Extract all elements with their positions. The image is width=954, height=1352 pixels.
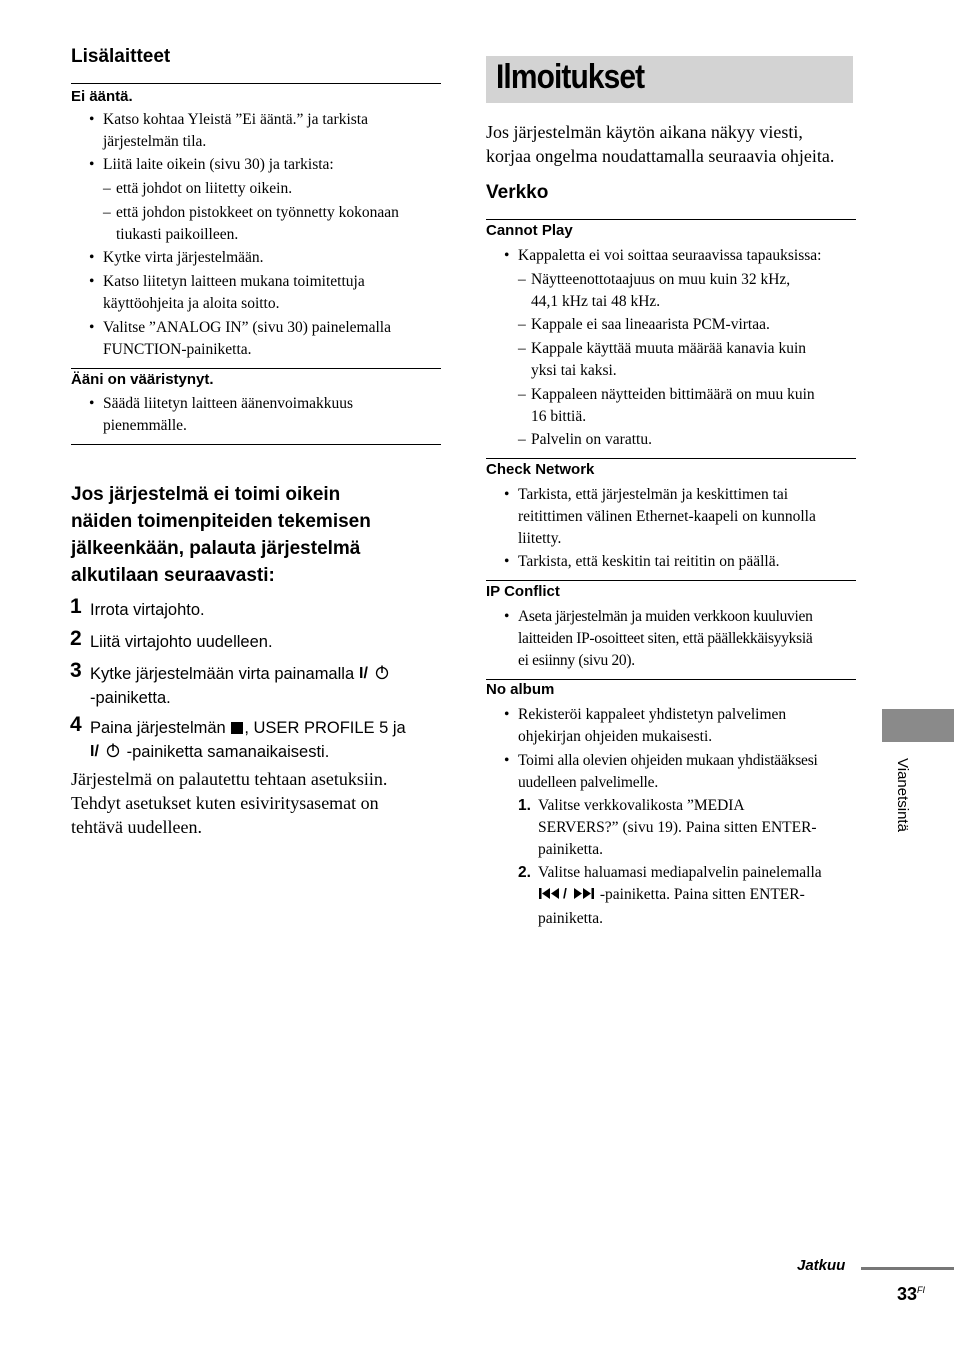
list-item: • Tarkista, että järjestelmän ja keskittimen tai reitittimen välinen Ethernet-kaapeli on kunnolla liitetty. bbox=[504, 486, 816, 547]
list-item: • Aseta järjestelmän ja muiden verkkoon kuuluvien laitteiden IP-osoitteet siten, että päällekkäisyyksiä ei esiinny (sivu 20). bbox=[504, 608, 813, 669]
divider bbox=[486, 580, 856, 581]
problem-title: Ääni on vääristynyt. bbox=[71, 371, 214, 388]
section-tab-label: Vianetsintä bbox=[894, 758, 911, 832]
sub-step-1: 1. Valitse verkkovalikosta ”MEDIA SERVERS?” (sivu 19). Paina sitten ENTER- painiketta. bbox=[518, 797, 817, 858]
list-item: – Palvelin on varattu. bbox=[518, 431, 652, 448]
divider bbox=[486, 458, 856, 459]
sub-step-2: 2. Valitse haluamasi mediapalvelin painelemalla / -painiketta. Paina sitten ENTER- painiketta. bbox=[518, 864, 822, 927]
divider bbox=[71, 83, 441, 84]
svg-text:/: / bbox=[563, 886, 567, 901]
list-item: – että johdon pistokkeet on työnnetty kokonaan tiukasti paikoilleen. bbox=[103, 204, 399, 243]
section-heading-verkko: Verkko bbox=[486, 182, 549, 203]
list-item: • Toimi alla olevien ohjeiden mukaan yhdistääksesi uudelleen palvelimelle. bbox=[504, 752, 818, 791]
step-1: 1 Irrota virtajohto. bbox=[70, 595, 205, 619]
list-item: • Valitse ”ANALOG IN” (sivu 30) painelemalla FUNCTION-painiketta. bbox=[89, 319, 391, 358]
divider bbox=[486, 219, 856, 220]
list-item: • Katso kohtaa Yleistä ”Ei ääntä.” ja tarkista järjestelmän tila. bbox=[89, 111, 368, 150]
list-item: • Tarkista, että keskitin tai reititin on päällä. bbox=[504, 553, 780, 570]
message-title-check-network: Check Network bbox=[486, 461, 595, 478]
list-item: • Säädä liitetyn laitteen äänenvoimakkuus pienemmälle. bbox=[89, 395, 354, 434]
page-title-box bbox=[486, 56, 853, 103]
reset-heading: Jos järjestelmä ei toimi oikein näiden toimenpiteiden tekemisen jälkeenkään, palauta järjestelmä alkutilaan seuraavasti: bbox=[71, 484, 371, 586]
svg-text:I/: I/ bbox=[358, 665, 368, 681]
page-number: $33^{FI}$ bbox=[897, 1284, 926, 1304]
list-item: – että johdot on liitetty oikein. bbox=[103, 180, 293, 197]
problem-title: Ei ääntä. bbox=[71, 88, 133, 105]
list-item: – Kappale käyttää muuta määrää kanavia kuin yksi tai kaksi. bbox=[518, 340, 806, 379]
reset-closing-text: Järjestelmä on palautettu tehtaan asetuksiin. Tehdyt asetukset kuten esiviritysasemat on tehtävä uudelleen. bbox=[71, 769, 388, 837]
continued-rule bbox=[861, 1267, 954, 1270]
list-item: • Liitä laite oikein (sivu 30) ja tarkista: bbox=[89, 156, 334, 173]
list-item: • Rekisteröi kappaleet yhdistetyn palvelimen ohjekirjan ohjeiden mukaisesti. bbox=[504, 706, 787, 745]
divider bbox=[71, 368, 441, 369]
step-2: 2 Liitä virtajohto uudelleen. bbox=[70, 627, 273, 651]
power-icon bbox=[90, 742, 122, 765]
stop-icon bbox=[230, 719, 244, 741]
list-item: • Kytke virta järjestelmään. bbox=[89, 249, 264, 266]
list-item: • Katso liitetyn laitteen mukana toimitettuja käyttöohjeita ja aloita soitto. bbox=[89, 273, 365, 312]
section-heading-lisalaitteet: Lisälaitteet bbox=[71, 46, 171, 67]
intro-text: Jos järjestelmän käytön aikana näkyy viesti, korjaa ongelma noudattamalla seuraavia ohjeita. bbox=[486, 122, 835, 166]
list-item: – Kappale ei saa lineaarista PCM-virtaa. bbox=[518, 316, 770, 333]
section-tab bbox=[882, 709, 954, 742]
step-3: 3 Kytke järjestelmään virta painamalla I/ -painiketta. bbox=[90, 663, 391, 709]
power-icon bbox=[359, 664, 391, 687]
divider bbox=[71, 444, 441, 445]
step-4: 4 Paina järjestelmän , USER PROFILE 5 ja I/ -painiketta samanaikaisesti. bbox=[90, 717, 406, 765]
message-title-ip-conflict: IP Conflict bbox=[486, 583, 560, 600]
continued-label: Jatkuu bbox=[797, 1257, 846, 1274]
svg-text:I/: I/ bbox=[90, 743, 99, 759]
list-item: – Kappaleen näytteiden bittimäärä on muu kuin 16 bittiä. bbox=[518, 386, 815, 425]
message-title-no-album: No album bbox=[486, 681, 555, 698]
divider bbox=[486, 679, 856, 680]
message-title-cannot-play: Cannot Play bbox=[486, 222, 573, 239]
list-item: • Kappaletta ei voi soittaa seuraavissa tapauksissa: bbox=[504, 247, 822, 264]
list-item: – Näytteenottotaajuus on muu kuin 32 kHz, 44,1 kHz tai 48 kHz. bbox=[518, 271, 791, 310]
page-title: Ilmoitukset bbox=[496, 58, 645, 96]
